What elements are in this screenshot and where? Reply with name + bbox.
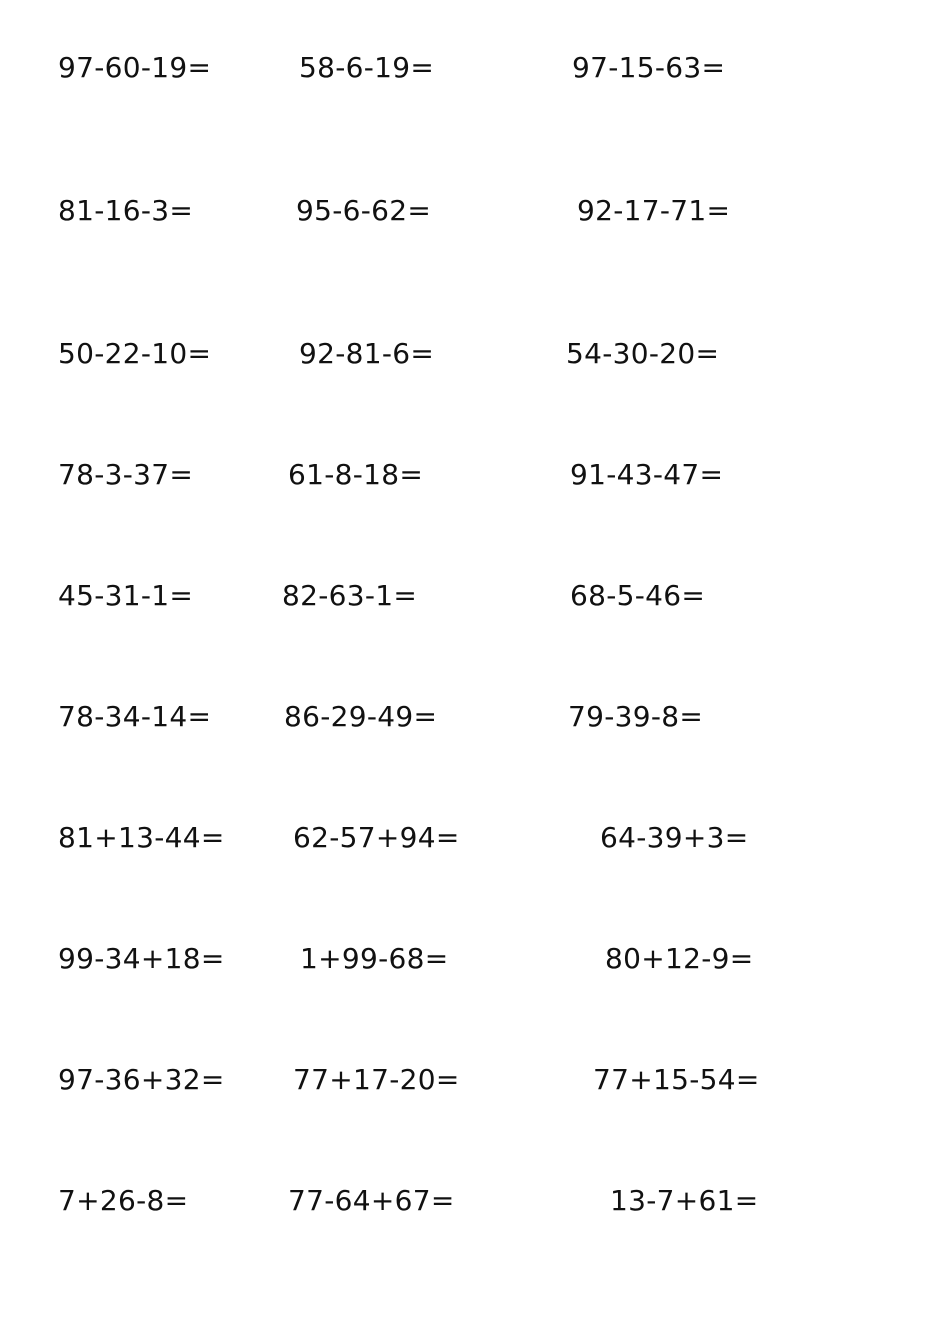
arithmetic-problem: 97-15-63=	[572, 51, 726, 84]
problem-row	[0, 697, 950, 737]
problem-row	[0, 1181, 950, 1221]
arithmetic-problem: 62-57+94=	[293, 821, 460, 854]
arithmetic-problem: 45-31-1=	[58, 579, 194, 612]
arithmetic-problem: 97-60-19=	[58, 51, 212, 84]
arithmetic-problem: 77+17-20=	[293, 1063, 460, 1096]
arithmetic-problem: 80+12-9=	[605, 942, 754, 975]
arithmetic-problem: 79-39-8=	[568, 700, 704, 733]
arithmetic-problem: 64-39+3=	[600, 821, 749, 854]
arithmetic-problem: 13-7+61=	[610, 1184, 759, 1217]
problem-row	[0, 455, 950, 495]
arithmetic-problem: 54-30-20=	[566, 337, 720, 370]
arithmetic-problem: 97-36+32=	[58, 1063, 225, 1096]
arithmetic-problem: 86-29-49=	[284, 700, 438, 733]
arithmetic-problem: 68-5-46=	[570, 579, 706, 612]
arithmetic-problem: 82-63-1=	[282, 579, 418, 612]
problem-row	[0, 334, 950, 374]
problem-row	[0, 1060, 950, 1100]
problem-row	[0, 939, 950, 979]
arithmetic-problem: 78-34-14=	[58, 700, 212, 733]
arithmetic-problem: 92-17-71=	[577, 194, 731, 227]
arithmetic-problem: 1+99-68=	[300, 942, 449, 975]
arithmetic-problem: 95-6-62=	[296, 194, 432, 227]
arithmetic-problem: 92-81-6=	[299, 337, 435, 370]
arithmetic-problem: 78-3-37=	[58, 458, 194, 491]
arithmetic-problem: 77+15-54=	[593, 1063, 760, 1096]
arithmetic-problem: 61-8-18=	[288, 458, 424, 491]
arithmetic-problem: 99-34+18=	[58, 942, 225, 975]
problem-row	[0, 576, 950, 616]
problem-row	[0, 191, 950, 231]
arithmetic-problem: 91-43-47=	[570, 458, 724, 491]
arithmetic-problem: 77-64+67=	[288, 1184, 455, 1217]
arithmetic-problem: 81+13-44=	[58, 821, 225, 854]
problem-row	[0, 818, 950, 858]
problem-row	[0, 48, 950, 88]
arithmetic-problem: 81-16-3=	[58, 194, 194, 227]
arithmetic-problem: 7+26-8=	[58, 1184, 189, 1217]
arithmetic-problem: 58-6-19=	[299, 51, 435, 84]
arithmetic-problem: 50-22-10=	[58, 337, 212, 370]
